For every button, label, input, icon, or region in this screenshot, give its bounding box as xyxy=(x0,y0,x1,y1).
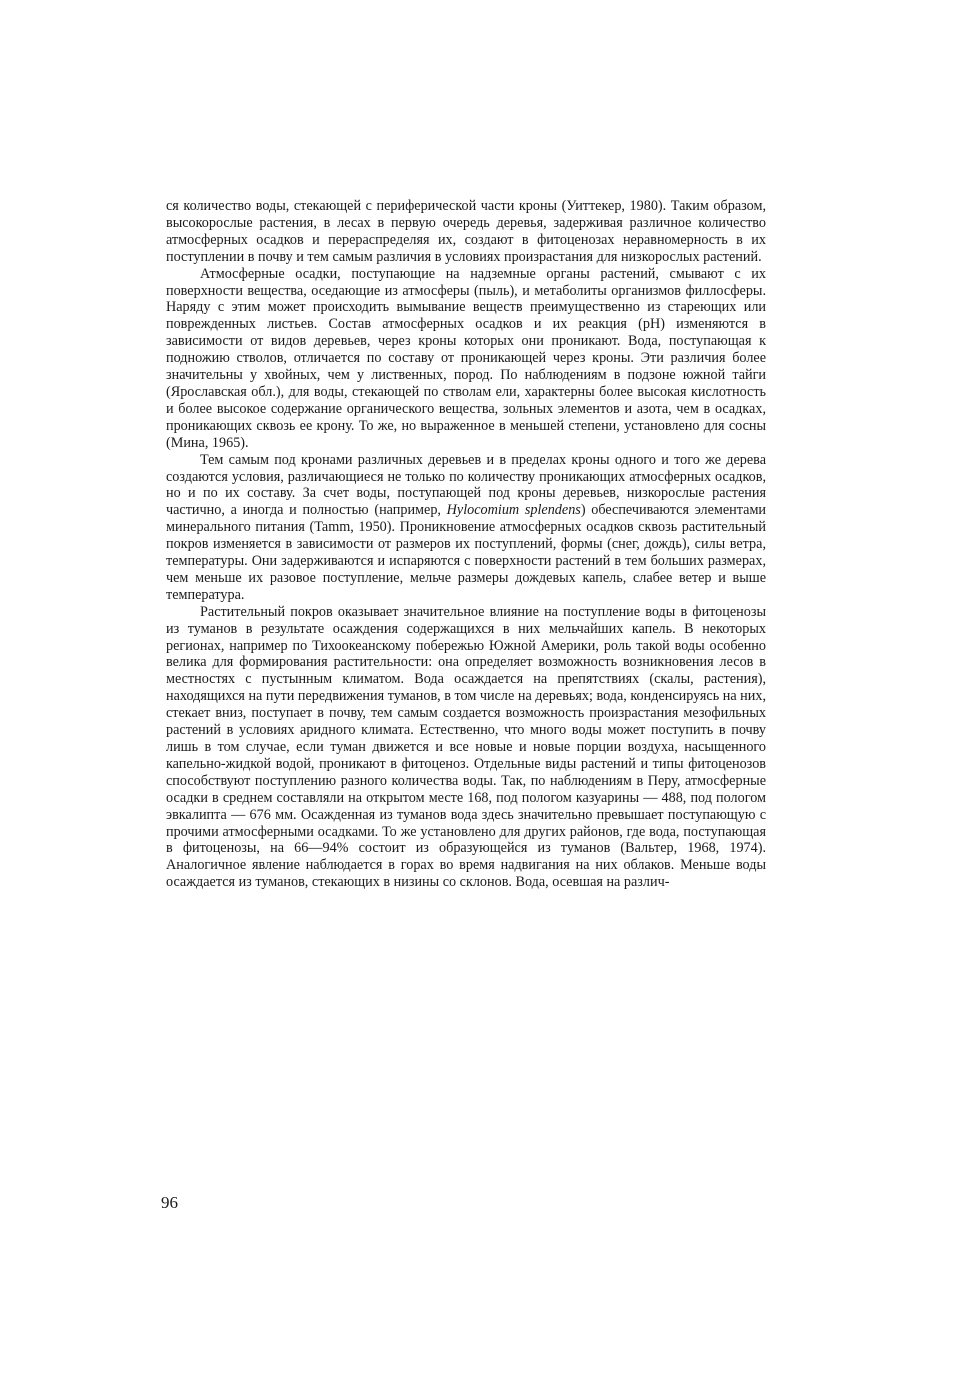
species-name: Hylocomium splendens xyxy=(446,502,581,519)
paragraph-3-part-2: ) обеспечиваются элементами минерального питания (Tamm, 1950). Проникновение атмосферных осадков сквозь растительный покров изменяется в зависимости от размеров их поступлений, формы (снег, дождь), силы ветра, температуры. Они задерживаются и испаряются с поверхности растений в тем больших размерах, чем меньше их разовое поступление, мельче размеры дождевых капель, слабее ветер и выше температура. xyxy=(166,502,767,603)
paragraph-4: Растительный покров оказывает значительное влияние на поступление воды в фитоценозы из туманов в результате осаждения содержащихся в них мельчайших капель. В некоторых регионах, например по Тихоокеанскому побережью Южной Америки, роль такой воды особенно велика для формирования растительности: она определяет возможность возникновения лесов в местностях с пустынным климатом. Вода осаждается на препятствиях (скалы, растения), находящихся на пути передвижения туманов, в том числе на деревьях; вода, конденсируясь на них, стекает вниз, поступает в почву, тем самым создается возможность произрастания мезофильных растений в условиях аридного климата. Естественно, что много воды может поступить в почву лишь в том случае, если туман движется и все новые и новые порции воздуха, насыщенного капельно-жидкой водой, проникают в фитоценоз. Отдельные виды растений и типы фитоценозов способствуют поступлению разного количества воды. Так, по наблюдениям в Перу, атмосферные осадки в среднем составляли на открытом месте 168, под пологом казуарины — 488, под пологом эвкалипта — 676 мм. Осажденная из туманов вода здесь значительно превышает поступающую с прочими атмосферными осадками. То же установлено для других районов, где вода, поступающая в фитоценозы, на 66—94% состоит из образующейся из туманов (Вальтер, 1968, 1974). Аналогичное явление наблюдается в горах во время надвигания на них облаков. Меньше воды осаждается из туманов, стекающих в низины со склонов. Вода, осевшая на различ- xyxy=(166,603,766,891)
paragraph-3-part-1: Тем самым под кронами различных деревьев и в пределах кроны одного и того же дерева создаются условия, различающиеся не только по количеству проникающих атмосферных осадков, но и по их составу. За счет воды, поступающей под кроны деревьев, низкорослые растения частично, а иногда и полностью (например, xyxy=(166,451,766,519)
body-text xyxy=(166,198,766,891)
paragraph-1: ся количество воды, стекающей с периферической части кроны (Уиттекер, 1980). Таким образом, высокорослые растения, в лесах в первую очередь деревья, задерживая различное количество атмосферных осадков и перераспределяя их, создают в фитоценозах неравномерность в их поступлении в почву и тем самым различия в условиях произрастания для низкорослых растений. xyxy=(166,198,766,265)
paragraph-2: Атмосферные осадки, поступающие на надземные органы растений, смывают с их поверхности вещества, оседающие из атмосферы (пыль), и метаболиты организмов филлосферы. Наряду с этим может происходить вымывание веществ преимущественно из стареющих или поврежденных листьев. Состав атмосферных осадков и их реакция (pH) изменяются в зависимости от видов деревьев, через кроны которых они проникают. Вода, поступающая к подножию стволов, отличается по составу от проникающей через кроны. Эти различия более значительны у хвойных, чем у лиственных, пород. По наблюдениям в подзоне южной тайги (Ярославская обл.), для воды, стекающей по стволам ели, характерны более высокая кислотность и более высокое содержание органического вещества, зольных элементов и азота, чем в осадках, проникающих сквозь ее крону. То же, но выраженное в меньшей степени, установлено для сосны (Мина, 1965). xyxy=(166,265,766,451)
page-number: 96 xyxy=(161,1193,178,1212)
paragraph-3 xyxy=(166,452,766,604)
